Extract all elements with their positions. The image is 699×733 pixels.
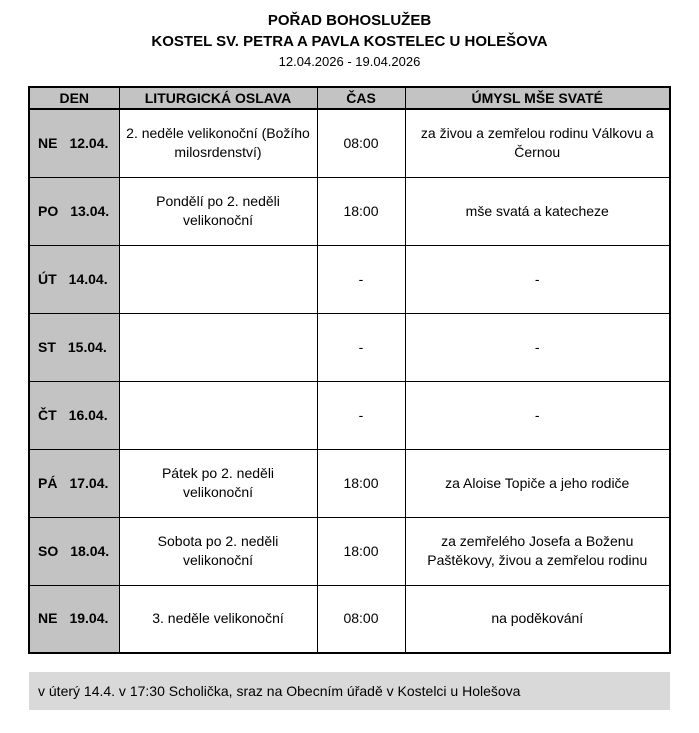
celebration-cell — [119, 245, 317, 313]
day-cell — [29, 245, 119, 313]
table-row — [29, 449, 670, 517]
document-header — [0, 0, 699, 71]
date-range: 12.04.2026 - 19.04.2026 — [278, 54, 421, 69]
day-abbr: PÁ — [38, 474, 58, 491]
page-subtitle: KOSTEL SV. PETRA A PAVLA KOSTELEC U HOLEŠOVA — [151, 33, 548, 50]
time-cell: 18:00 — [317, 517, 405, 585]
day-abbr: NE — [38, 134, 58, 151]
day-abbr: ST — [38, 338, 56, 355]
celebration-cell: 3. neděle velikonoční — [119, 585, 317, 653]
day-date: 16.04. — [68, 406, 108, 423]
celebration-cell: Pondělí po 2. neděli velikonoční — [119, 177, 317, 245]
day-abbr: ÚT — [38, 270, 57, 287]
table-row — [29, 245, 670, 313]
time-cell: - — [317, 381, 405, 449]
column-header-intention: ÚMYSL MŠE SVATÉ — [405, 87, 670, 109]
table-header-row — [29, 87, 670, 109]
celebration-cell: Pátek po 2. neděli velikonoční — [119, 449, 317, 517]
day-cell — [29, 449, 119, 517]
day-date: 19.04. — [69, 610, 109, 627]
day-cell — [29, 109, 119, 177]
day-cell — [29, 313, 119, 381]
table-row — [29, 313, 670, 381]
table-row — [29, 177, 670, 245]
table-row — [29, 585, 670, 653]
table-row — [29, 381, 670, 449]
column-header-day: DEN — [29, 87, 119, 109]
intention-cell: - — [405, 245, 670, 313]
celebration-cell: 2. neděle velikonoční (Božího milosrdenství) — [119, 109, 317, 177]
day-abbr: NE — [38, 610, 58, 627]
intention-cell: mše svatá a katecheze — [405, 177, 670, 245]
column-header-time: ČAS — [317, 87, 405, 109]
time-cell: - — [317, 313, 405, 381]
day-date: 13.04. — [70, 202, 110, 219]
page-title: POŘAD BOHOSLUŽEB — [267, 12, 432, 29]
schedule-table — [28, 86, 671, 654]
intention-cell: za zemřelého Josefa a Boženu Paštěkovy, živou a zemřelou rodinu — [405, 517, 670, 585]
day-date: 17.04. — [69, 474, 109, 491]
day-date: 18.04. — [70, 542, 110, 559]
table-row — [29, 109, 670, 177]
day-cell — [29, 517, 119, 585]
time-cell: - — [317, 245, 405, 313]
day-cell — [29, 177, 119, 245]
day-abbr: SO — [38, 542, 59, 559]
column-header-celebration: LITURGICKÁ OSLAVA — [119, 87, 317, 109]
announcement-note: v úterý 14.4. v 17:30 Scholička, sraz na Obecním úřadě v Kostelci u Holešova — [29, 672, 670, 710]
time-cell: 18:00 — [317, 449, 405, 517]
day-cell — [29, 585, 119, 653]
time-cell: 08:00 — [317, 109, 405, 177]
celebration-cell — [119, 313, 317, 381]
intention-cell: - — [405, 313, 670, 381]
time-cell: 08:00 — [317, 585, 405, 653]
intention-cell: - — [405, 381, 670, 449]
celebration-cell — [119, 381, 317, 449]
day-cell — [29, 381, 119, 449]
day-date: 12.04. — [69, 134, 109, 151]
day-abbr: ČT — [38, 406, 57, 423]
intention-cell: na poděkování — [405, 585, 670, 653]
celebration-cell: Sobota po 2. neděli velikonoční — [119, 517, 317, 585]
intention-cell: za Aloise Topiče a jeho rodiče — [405, 449, 670, 517]
day-date: 15.04. — [67, 338, 107, 355]
day-abbr: PO — [38, 202, 59, 219]
intention-cell: za živou a zemřelou rodinu Válkovu a Černou — [405, 109, 670, 177]
day-date: 14.04. — [68, 270, 108, 287]
table-row — [29, 517, 670, 585]
time-cell: 18:00 — [317, 177, 405, 245]
